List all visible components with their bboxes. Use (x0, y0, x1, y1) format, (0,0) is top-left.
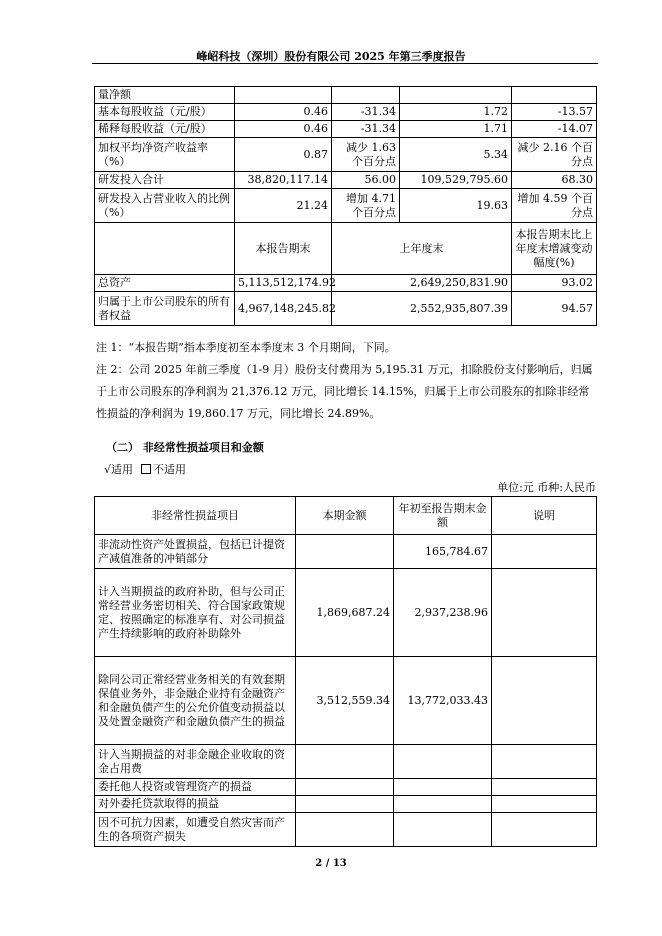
table-cell: 因不可抗力因素，如遭受自然灾害而产生的各项资产损失 (95, 813, 296, 847)
table-cell (492, 535, 597, 569)
table-cell (492, 796, 597, 813)
table-header-cell: 年初至报告期末金额 (394, 497, 492, 535)
table-cell: 165,784.67 (394, 535, 492, 569)
table-cell: 94.57 (512, 292, 597, 326)
table-cell: 5.34 (400, 138, 512, 172)
table-cell: 减少 2.16 个百分点 (512, 138, 597, 172)
table-cell: 量净额 (95, 87, 235, 104)
table-cell (296, 535, 394, 569)
table-cell: 委托他人投资或管理资产的损益 (95, 779, 296, 796)
table-cell (492, 779, 597, 796)
not-applicable-option: 不适用 (153, 463, 187, 476)
table-row (95, 569, 597, 657)
table-cell: 2,649,250,831.90 (332, 275, 512, 292)
table-row (95, 535, 597, 569)
table-cell (296, 813, 394, 847)
table-cell: 19.63 (400, 189, 512, 223)
table-cell: -13.57 (512, 104, 597, 121)
table-cell (332, 87, 400, 104)
table-row (95, 275, 597, 292)
table-cell: 56.00 (332, 172, 400, 189)
checkbox-empty-icon (141, 464, 151, 474)
table-cell (394, 813, 492, 847)
table-cell: 增加 4.59 个百分点 (512, 189, 597, 223)
table-cell (296, 745, 394, 779)
table-cell: 研发投入合计 (95, 172, 235, 189)
table-cell (492, 569, 597, 657)
table-cell (492, 657, 597, 745)
table-cell: 除同公司正常经营业务相关的有效套期保值业务外，非金融企业持有金融资产和金融负债产生的公允价值变动损益以及处置金融资产和金融负债产生的损益 (95, 657, 296, 745)
table-row (95, 189, 597, 223)
section-title: （二） 非经常性损益项目和金额 (106, 441, 264, 454)
table-cell (512, 87, 597, 104)
table-cell: 减少 1.63 个百分点 (332, 138, 400, 172)
applicability-line (104, 461, 186, 477)
unit-currency: 单位:元 币种:人民币 (497, 481, 596, 494)
table-row (95, 796, 597, 813)
table-cell (235, 87, 332, 104)
table-row (95, 292, 597, 326)
table-cell: 0.46 (235, 104, 332, 121)
table-cell: 109,529,795.60 (400, 172, 512, 189)
table-row (95, 172, 597, 189)
table-cell: 5,113,512,174.92 (235, 275, 332, 292)
table-cell: -31.34 (332, 121, 400, 138)
table-cell: 加权平均净资产收益率（%） (95, 138, 235, 172)
table-row (95, 87, 597, 104)
header-divider (92, 63, 598, 64)
table-row (95, 104, 597, 121)
table-cell: 93.02 (512, 275, 597, 292)
table-cell: 基本每股收益（元/股） (95, 104, 235, 121)
table-cell (296, 796, 394, 813)
table-row (95, 657, 597, 745)
table-cell: 1.72 (400, 104, 512, 121)
table-header-cell: 非经常性损益项目 (95, 497, 296, 535)
table-cell: 21.24 (235, 189, 332, 223)
table-cell: -14.07 (512, 121, 597, 138)
note-2: 注 2：公司 2025 年前三季度（1-9 月）股份支付费用为 5,195.31 万元，扣除股份支付影响后，归属于上市公司股东的净利润为 21,376.12 万元，同比增长 14.15%，归属于上市公司股东的扣除非经常性损益的净利润为 19,860.17 万元，同比增长 24.89%。 (96, 363, 593, 420)
table-cell: 2,937,238.96 (394, 569, 492, 657)
report-header-title: 峰岹科技（深圳）股份有限公司 2025 年第三季度报告 (196, 50, 466, 63)
table-row (95, 813, 597, 847)
table-cell: 38,820,117.14 (235, 172, 332, 189)
table-cell: 总资产 (95, 275, 235, 292)
table-cell: 对外委托贷款取得的损益 (95, 796, 296, 813)
table-cell: 13,772,033.43 (394, 657, 492, 745)
non-recurring-items-table (94, 496, 597, 847)
table-cell (296, 779, 394, 796)
table-cell: 1,869,687.24 (296, 569, 394, 657)
table-cell (400, 87, 512, 104)
table-row (95, 745, 597, 779)
table-cell: 计入当期损益的政府补助，但与公司正常经营业务密切相关、符合国家政策规定、按照确定的标准享有、对公司损益产生持续影响的政府补助除外 (95, 569, 296, 657)
table-cell (394, 779, 492, 796)
table-cell: 4,967,148,245.82 (235, 292, 332, 326)
table-cell (95, 223, 235, 275)
table-header-cell: 本报告期末 (235, 223, 332, 275)
table-cell: 增加 4.71 个百分点 (332, 189, 400, 223)
table-cell (394, 796, 492, 813)
table-cell: 1.71 (400, 121, 512, 138)
table-cell: 非流动性资产处置损益，包括已计提资产减值准备的冲销部分 (95, 535, 296, 569)
table-cell: 3,512,559.34 (296, 657, 394, 745)
table-cell: 0.46 (235, 121, 332, 138)
table-cell: 稀释每股收益（元/股） (95, 121, 235, 138)
table-cell (492, 813, 597, 847)
applicable-option: √适用 (104, 463, 134, 476)
table-cell: 计入当期损益的对非金融企业收取的资金占用费 (95, 745, 296, 779)
table-subheader-row (95, 223, 597, 275)
table-header-row (95, 497, 597, 535)
table-cell: 研发投入占营业收入的比例（%） (95, 189, 235, 223)
note-1: 注 1：“本报告期”指本季度初至本季度末 3 个月期间，下同。 (96, 341, 396, 354)
table-cell (394, 745, 492, 779)
table-cell: -31.34 (332, 104, 400, 121)
table-header-cell: 上年度末 (332, 223, 512, 275)
table-header-cell: 本期金额 (296, 497, 394, 535)
page-number: 2 / 13 (315, 858, 347, 869)
table-row (95, 779, 597, 796)
table-header-cell: 本报告期末比上年度末增减变动幅度(%) (512, 223, 597, 275)
table-cell: 68.30 (512, 172, 597, 189)
table-cell (492, 745, 597, 779)
table-cell: 2,552,935,807.39 (332, 292, 512, 326)
table-header-cell: 说明 (492, 497, 597, 535)
table-cell: 归属于上市公司股东的所有者权益 (95, 292, 235, 326)
table-cell: 0.87 (235, 138, 332, 172)
financial-indicators-table (94, 86, 597, 326)
table-row (95, 121, 597, 138)
table-row (95, 138, 597, 172)
